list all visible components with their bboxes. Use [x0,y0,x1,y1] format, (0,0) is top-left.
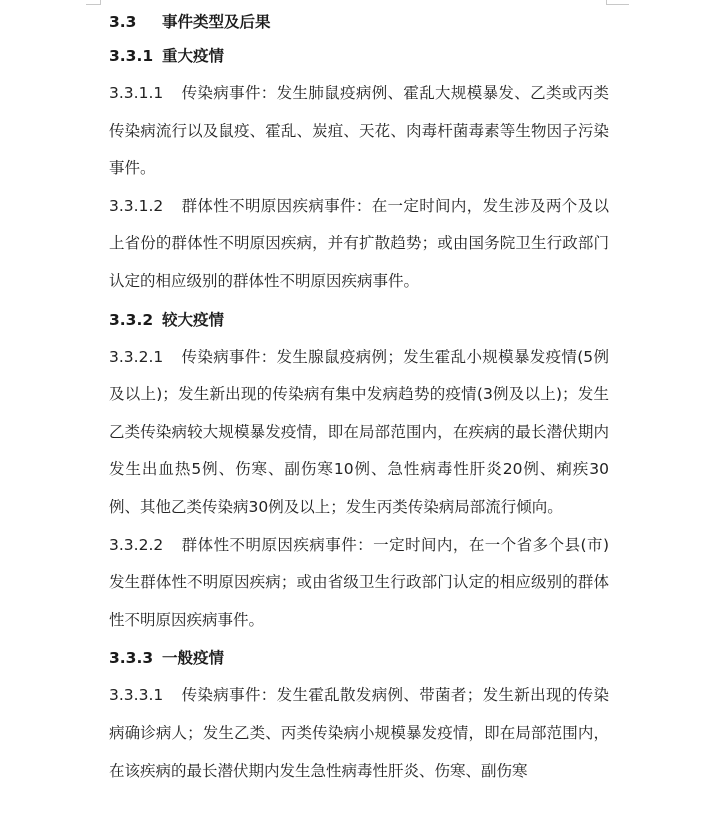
clause-text: 群体性不明原因疾病事件：在一定时间内，发生涉及两个及以上省份的群体性不明原因疾病，并有扩散趋势；或由国务院卫生行政部门认定的相应级别的群体性不明原因疾病事件。 [109,196,609,290]
subsection-title: 较大疫情 [162,310,225,329]
document-content [109,8,609,790]
subsection-heading [109,37,609,75]
clause-text: 传染病事件：发生腺鼠疫病例；发生霍乱小规模暴发疫情(5例及以上)；发生新出现的传染病有集中发病趋势的疫情(3例及以上)；发生乙类传染病较大规模暴发疫情，即在局部范围内，在疾病的最长潜伏期内发生出血热5例、伤寒、副伤寒10例、急性病毒性肝炎20例、痢疾30例、其他乙类传染病30例及以上；发生丙类传染病局部流行倾向。 [109,347,609,516]
subsection-title: 重大疫情 [162,47,225,65]
section-heading [109,8,609,37]
clause-text: 群体性不明原因疾病事件：一定时间内，在一个省多个县(市)发生群体性不明原因疾病；或由省级卫生行政部门认定的相应级别的群体性不明原因疾病事件。 [109,535,609,629]
paragraph [109,75,609,188]
subsection-heading [109,639,609,677]
paragraph [109,188,609,301]
paragraph [109,677,609,790]
clause-number: 3.3.2.2 [109,535,164,554]
subsection-heading [109,301,609,339]
subsection-title: 一般疫情 [162,649,225,668]
subsection-number: 3.3.3 [109,649,154,668]
clause-text: 传染病事件：发生霍乱散发病例、带菌者；发生新出现的传染病确诊病人；发生乙类、丙类传染病小规模暴发疫情，即在局部范围内，在该疾病的最长潜伏期内发生急性病毒性肝炎、伤寒、副伤寒 [109,686,609,780]
section-number: 3.3 [109,13,137,31]
section-title: 事件类型及后果 [162,13,271,31]
subsection-number: 3.3.1 [109,47,154,65]
paragraph [109,339,609,527]
clause-number: 3.3.3.1 [109,686,164,705]
paragraph [109,527,609,640]
clause-number: 3.3.1.2 [109,196,164,215]
margin-corner-mark [606,0,629,5]
clause-number: 3.3.2.1 [109,347,164,366]
clause-number: 3.3.1.1 [109,84,164,102]
subsection-number: 3.3.2 [109,310,154,329]
margin-corner-mark [86,0,101,5]
clause-text: 传染病事件：发生肺鼠疫病例、霍乱大规模暴发、乙类或丙类传染病流行以及鼠疫、霍乱、炭疽、天花、肉毒杆菌毒素等生物因子污染事件。 [109,84,609,178]
